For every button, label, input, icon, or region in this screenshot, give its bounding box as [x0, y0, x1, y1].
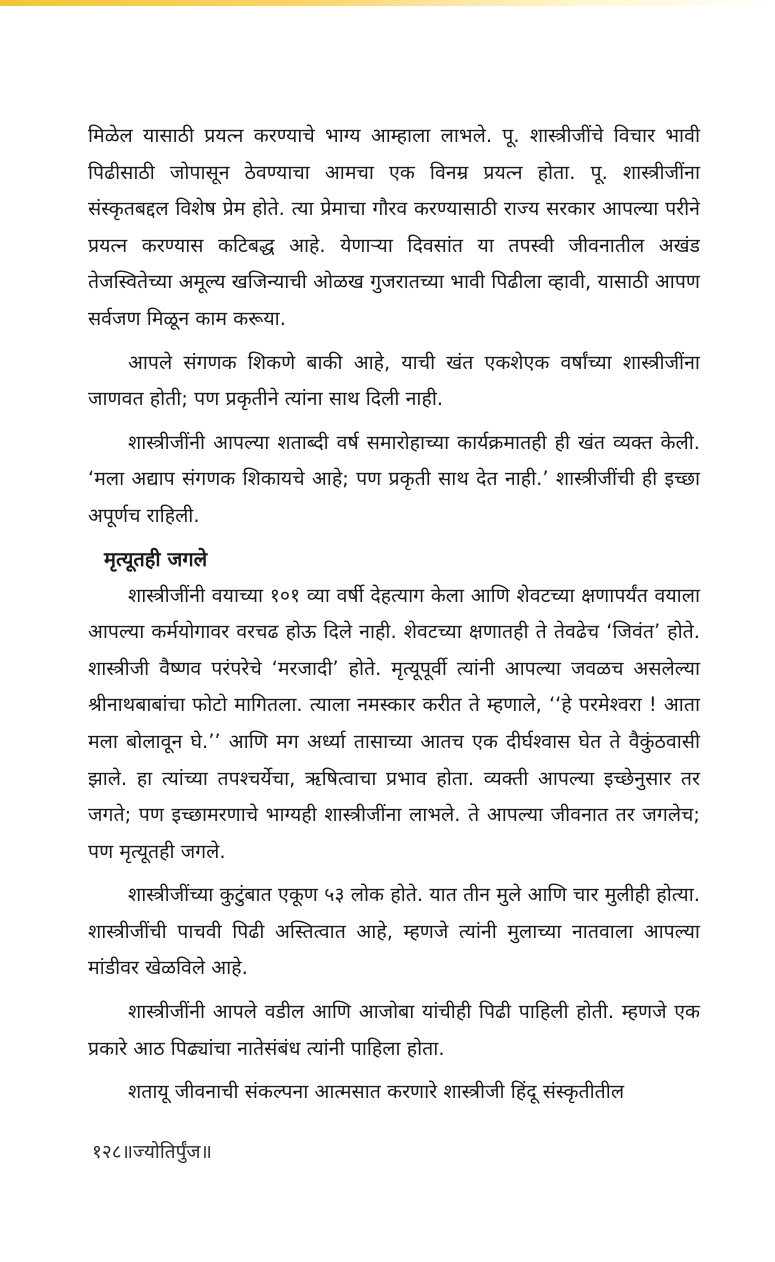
top-accent-bar	[0, 0, 775, 6]
paragraph: शास्त्रीजींच्या कुटुंबात एकूण ५३ लोक होते. यात तीन मुले आणि चार मुलीही होत्या. शास्त्रीजींची पाचवी पिढी अस्तित्वात आहे, म्हणजे त्यांनी मुलाच्या नातवाला आपल्या मांडीवर खेळविले आहे.	[88, 883, 700, 980]
paragraph: शास्त्रीजींनी आपले वडील आणि आजोबा यांचीही पिढी पाहिली होती. म्हणजे एक प्रकारे आठ पिढ्यांचा नातेसंबंध त्यांनी पाहिला होता.	[88, 1000, 700, 1060]
page-body	[88, 118, 700, 1118]
paragraph: मिळेल यासाठी प्रयत्न करण्याचे भाग्य आम्हाला लाभले. पू. शास्त्रीजींचे विचार भावी पिढीसाठी जोपासून ठेवण्याचा आमचा एक विनम्र प्रयत्न होता. पू. शास्त्रीजींना संस्कृतबद्दल विशेष प्रेम होते. त्या प्रेमाचा गौरव करण्यासाठी राज्य सरकार आपल्या परीने प्रयत्न करण्यास कटिबद्ध आहे. येणाऱ्या दिवसांत या तपस्वी जीवनातील अखंड तेजस्वितेच्या अमूल्य खजिन्याची ओळख गुजरातच्या भावी पिढीला व्हावी, यासाठी आपण सर्वजण मिळून काम करूया.	[88, 124, 700, 330]
paragraph: शतायू जीवनाची संकल्पना आत्मसात करणारे शास्त्रीजी हिंदू संस्कृतीतील	[128, 1080, 625, 1104]
paragraph: शास्त्रीजींनी वयाच्या १०१ व्या वर्षी देहत्याग केला आणि शेवटच्या क्षणापर्यंत वयाला आपल्या कर्मयोगावर वरचढ होऊ दिले नाही. शेवटच्या क्षणातही ते तेवढेच ‘जिवंत’ होते. शास्त्रीजी वैष्णव परंपरेचे ‘मरजादी’ होते. मृत्यूपूर्वी त्यांनी आपल्या जवळच असलेल्या श्रीनाथबाबांचा फोटो मागितला. त्याला नमस्कार करीत ते म्हणाले, ‘‘हे परमेश्वरा ! आता मला बोलावून घे.’’ आणि मग अर्ध्या तासाच्या आतच एक दीर्घश्वास घेत ते वैकुंठवासी झाले. हा त्यांच्या तपश्चर्येचा, ऋषित्वाचा प्रभाव होता. व्यक्ती आपल्या इच्छेनुसार तर जगते; पण इच्छामरणाचे भाग्यही शास्त्रीजींना लाभले. ते आपल्या जीवनात तर जगलेच; पण मृत्यूतही जगले.	[88, 583, 700, 863]
paragraph: शास्त्रीजींनी आपल्या शताब्दी वर्ष समारोहाच्या कार्यक्रमातही ही खंत व्यक्त केली. ‘मला अद्याप संगणक शिकायचे आहे; पण प्रकृती साथ देत नाही.’ शास्त्रीजींची ही इच्छा अपूर्णच राहिली.	[88, 430, 700, 527]
book-title: ॥ज्योतिर्पुंज॥	[121, 1141, 212, 1163]
section-heading: मृत्यूतही जगले	[104, 546, 208, 571]
paragraph: आपले संगणक शिकणे बाकी आहे, याची खंत एकशेएक वर्षांच्या शास्त्रीजींना जाणवत होती; पण प्रकृतीने त्यांना साथ दिली नाही.	[88, 350, 700, 411]
page-number: १२८	[92, 1141, 122, 1163]
page-footer	[92, 1138, 212, 1164]
